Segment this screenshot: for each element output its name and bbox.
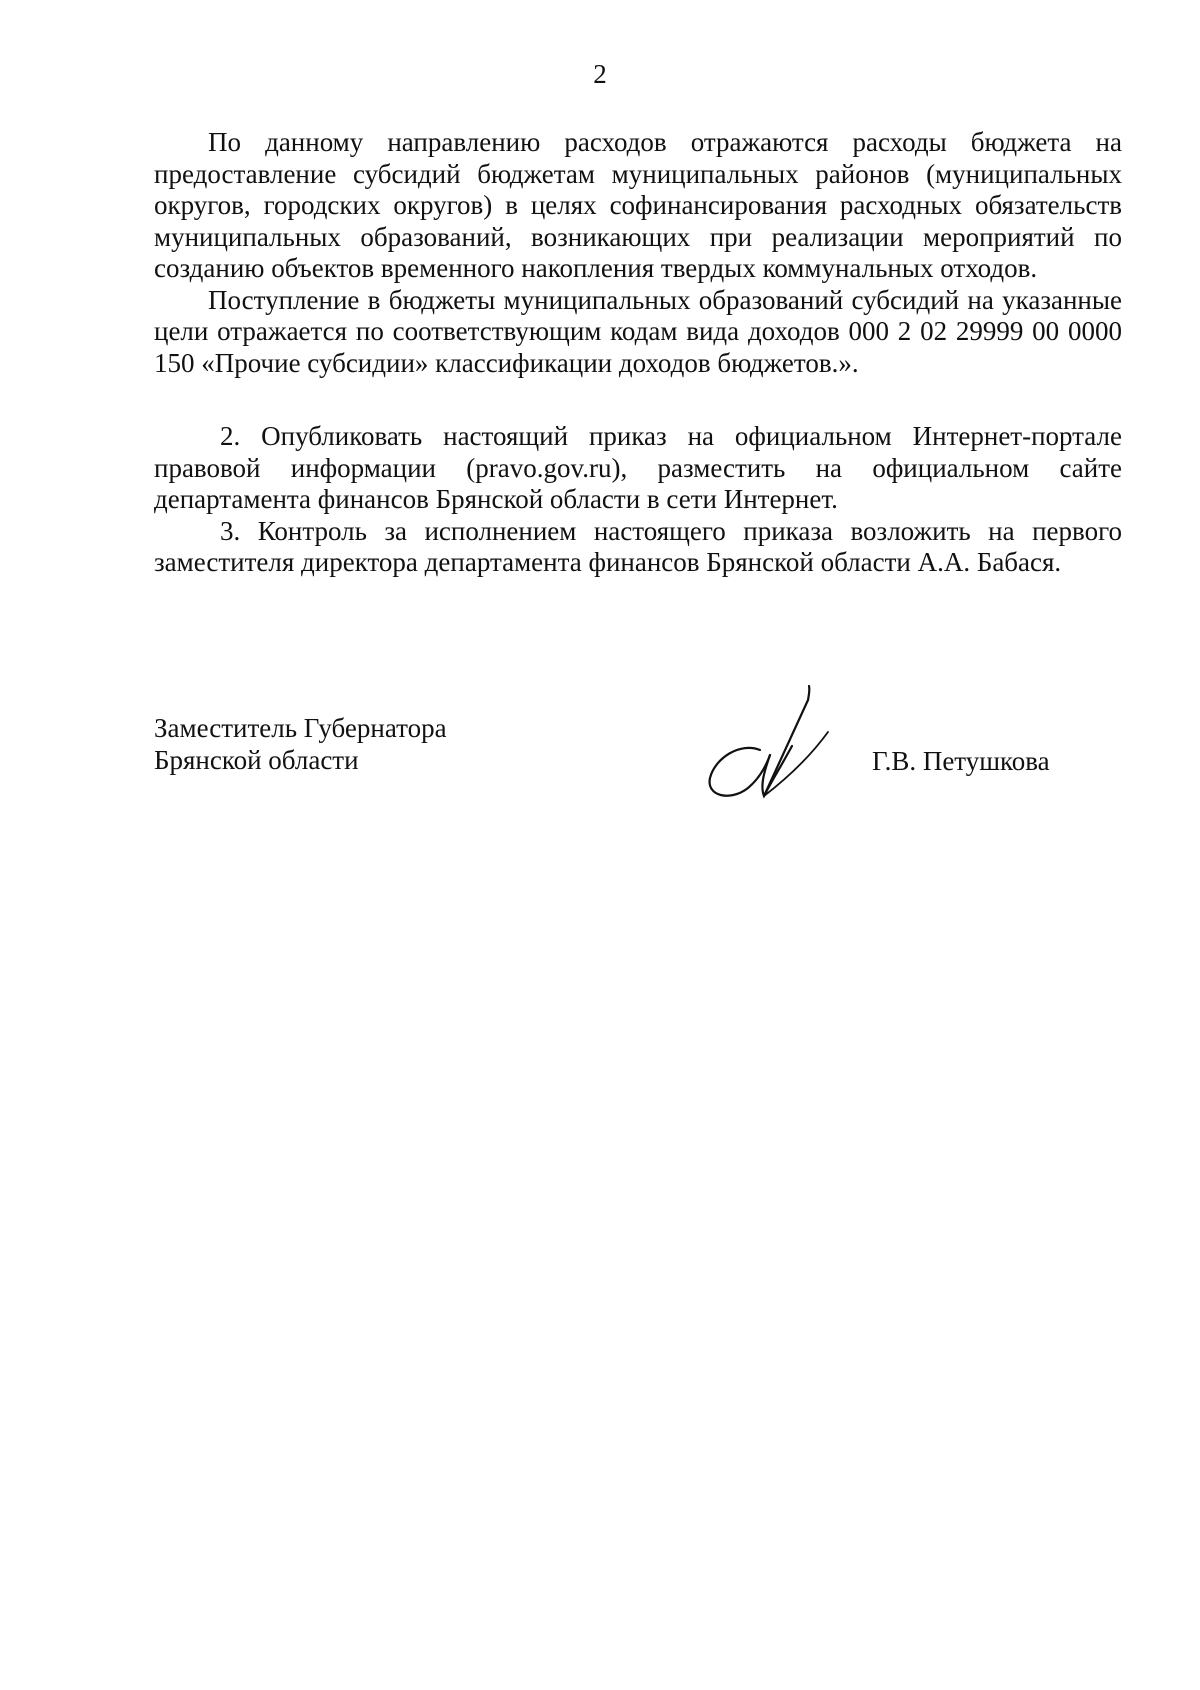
signatory-position-line2: Брянской области [154, 745, 359, 775]
paragraph-expense-direction: По данному направлению расходов отражаются расходы бюджета на предоставление субсидий бюджетам муниципальных районов (муниципальных округов, городских округов) в целях софинансирования расходных обязательств муниципальных образований, возникающих при реализации мероприятий по созданию объектов временного накопления твердых коммунальных отходов. [154, 127, 1122, 283]
signatory-position [154, 712, 447, 776]
signatory-name: Г.В. Петушкова [872, 746, 1050, 776]
signatory-position-line1: Заместитель Губернатора [154, 713, 447, 743]
document-body [154, 127, 1122, 579]
handwritten-signature [700, 680, 850, 810]
paragraph-control-order: 3. Контроль за исполнением настоящего приказа возложить на первого заместителя директора департамента финансов Брянской области А.А. Бабася. [154, 515, 1122, 577]
paragraph-publish-order: 2. Опубликовать настоящий приказ на официальном Интернет-портале правовой информации (pravo.gov.ru), разместить на официальном сайте департамента финансов Брянской области в сети Интернет. [154, 421, 1122, 514]
page-number: 2 [593, 59, 607, 89]
paragraph-subsidy-receipt: Поступление в бюджеты муниципальных образований субсидий на указанные цели отражается по соответствующим кодам вида доходов 000 2 02 29999 00 0000 150 «Прочие субсидии» классификации доходов бюджетов.». [154, 284, 1122, 378]
